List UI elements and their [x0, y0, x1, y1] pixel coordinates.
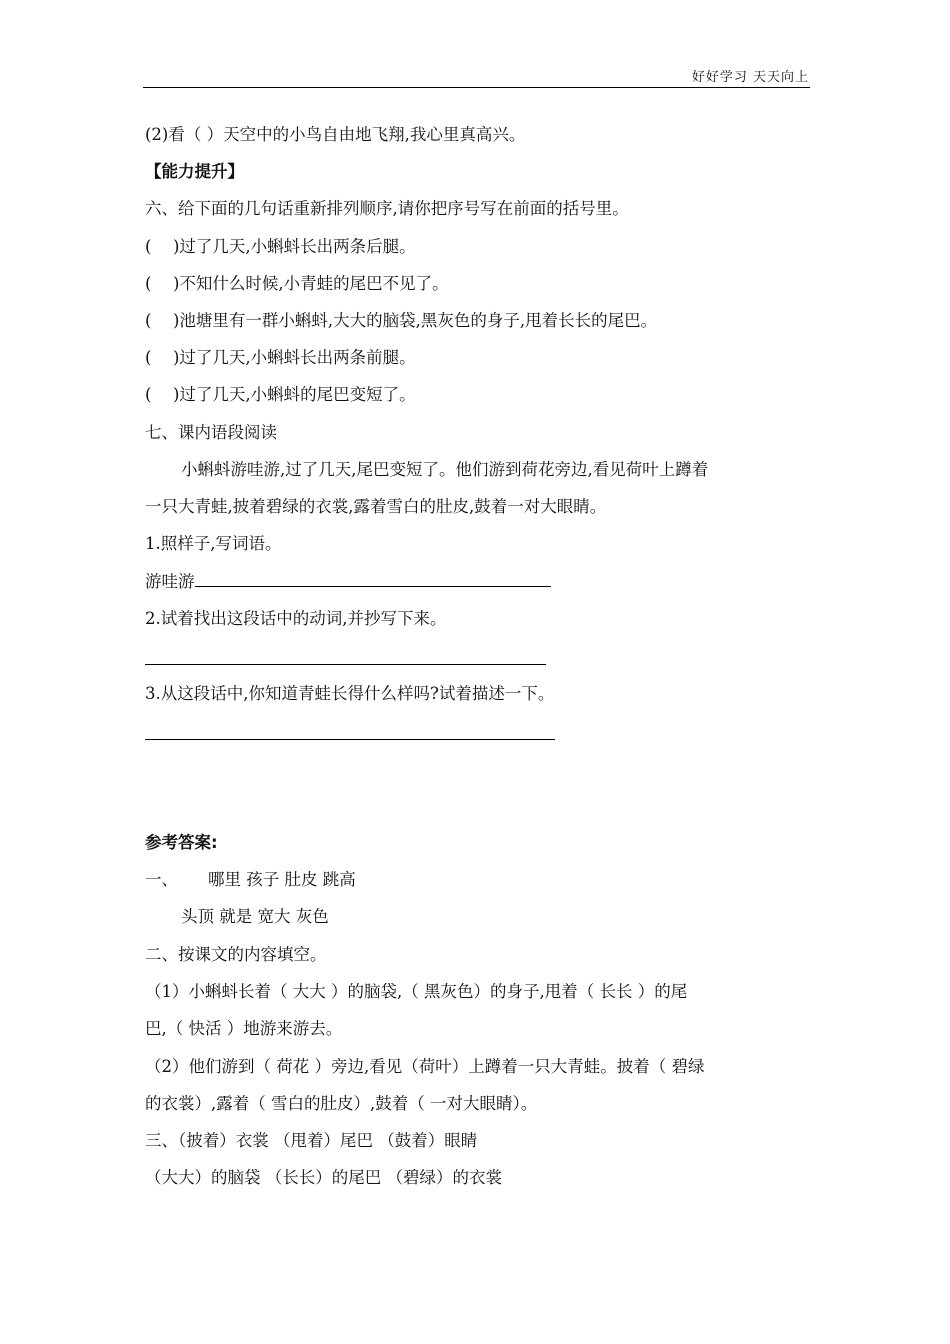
q6-paren: (: [145, 237, 152, 256]
q6-paren: (: [145, 274, 152, 293]
q7-sub-3: 3.从这段话中,你知道青蛙长得什么样吗?试着描述一下。: [145, 684, 555, 703]
answer-blank[interactable]: [195, 572, 551, 587]
answer-2-line-3: （2）他们游到（ 荷花 ）旁边,看见（荷叶）上蹲着一只大青蛙。披着（ 碧绿: [145, 1057, 705, 1076]
q5-item-2: (2)看（ ）天空中的小鸟自由地飞翔,我心里真高兴。: [145, 125, 526, 144]
q6-item-text: )不知什么时候,小青蛙的尾巴不见了。: [173, 274, 449, 293]
answer-2-line-1: （1）小蝌蚪长着（ 大大 ）的脑袋,（ 黑灰色）的身子,甩着（ 长长 ）的尾: [145, 982, 688, 1001]
q6-item-text: )池塘里有一群小蝌蚪,大大的脑袋,黑灰色的身子,甩着长长的尾巴。: [173, 311, 658, 330]
q7-passage-line-2: 一只大青蛙,披着碧绿的衣裳,露着雪白的肚皮,鼓着一对大眼睛。: [145, 497, 607, 516]
answer-1-words: 哪里 孩子 肚皮 跳高: [208, 870, 356, 889]
answer-blank[interactable]: [145, 739, 555, 740]
q7-sub-2: 2.试着找出这段话中的动词,并抄写下来。: [145, 609, 447, 628]
q6-item: [145, 384, 416, 406]
answers-title: 参考答案:: [145, 833, 218, 852]
answer-2-title: 二、按课文的内容填空。: [145, 945, 327, 964]
answer-1-label: 一、: [145, 870, 178, 889]
answer-2-line-2: 巴,（ 快活 ）地游来游去。: [145, 1019, 343, 1038]
q6-paren: (: [145, 348, 152, 367]
q6-title: 六、给下面的几句话重新排列顺序,请你把序号写在前面的括号里。: [145, 199, 629, 218]
answer-1-line-2: 头顶 就是 宽大 灰色: [181, 907, 329, 926]
answer-3-line-1: 三、（披着）衣裳 （甩着）尾巴 （鼓着）眼睛: [145, 1131, 478, 1150]
q6-item-text: )过了几天,小蝌蚪长出两条前腿。: [173, 348, 416, 367]
q7-passage-line-1: 小蝌蚪游哇游,过了几天,尾巴变短了。他们游到荷花旁边,看见荷叶上蹲着: [181, 460, 709, 479]
q6-item-text: )过了几天,小蝌蚪长出两条后腿。: [173, 237, 416, 256]
q6-item: [145, 273, 449, 295]
q7-sub-1-example: 游哇游: [145, 572, 195, 591]
section-ability: 【能力提升】: [145, 162, 244, 181]
q7-title: 七、课内语段阅读: [145, 423, 277, 442]
q7-sub-1: 1.照样子,写词语。: [145, 534, 282, 553]
q6-item: [145, 347, 416, 369]
q7-sub-1-answer-row: [145, 571, 551, 593]
q6-item: [145, 236, 416, 258]
q6-paren: (: [145, 311, 152, 330]
answer-2-line-4: 的衣裳）,露着（ 雪白的肚皮）,鼓着（ 一对大眼睛）。: [145, 1094, 538, 1113]
answer-1-line-1: [145, 869, 356, 891]
answer-blank[interactable]: [145, 664, 546, 665]
q6-item-text: )过了几天,小蝌蚪的尾巴变短了。: [173, 385, 416, 404]
header-rule: [143, 87, 810, 88]
answer-3-line-2: （大大）的脑袋 （长长）的尾巴 （碧绿）的衣裳: [145, 1168, 502, 1187]
header-text: 好好学习 天天向上: [691, 70, 809, 85]
q6-item: [145, 310, 657, 332]
q6-paren: (: [145, 385, 152, 404]
